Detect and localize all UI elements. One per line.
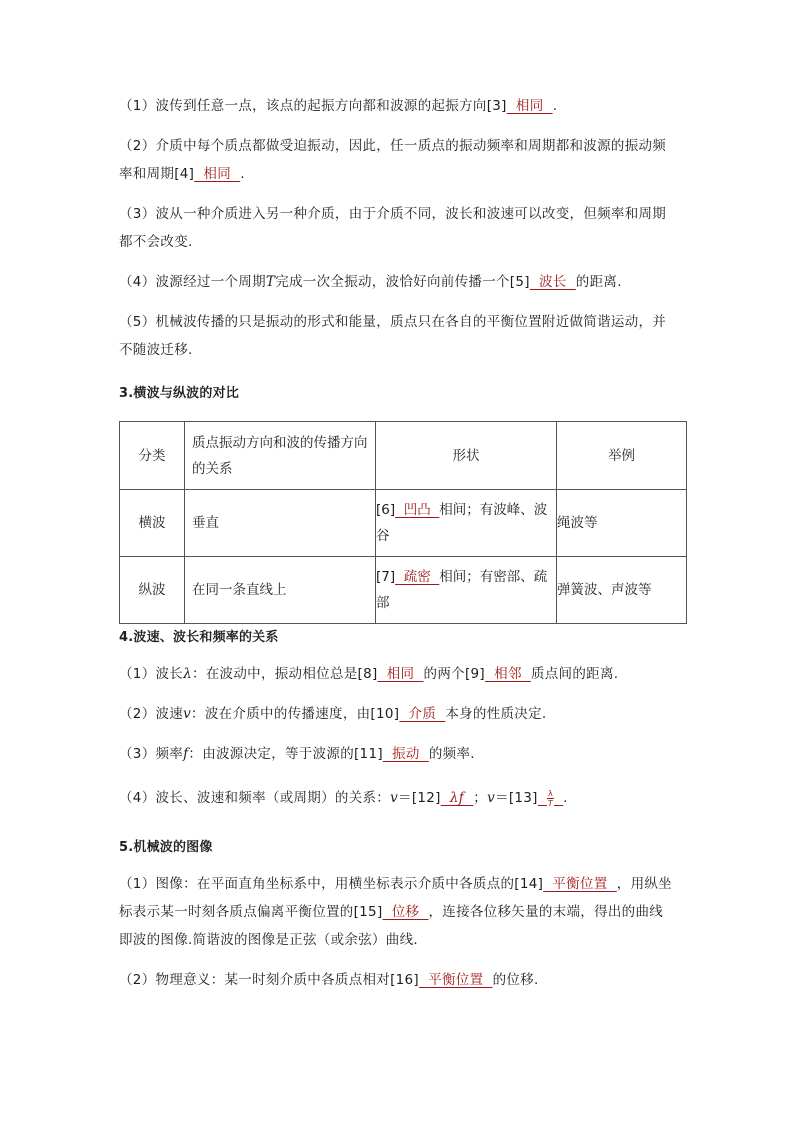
- paragraph-forced-vibration: [119, 132, 675, 188]
- example-cell: 弹簧波、声波等: [557, 557, 687, 624]
- text: （3）波从一种介质进入另一种介质，由于介质不同，波长和波速可以改变，但频率和周期都不会改变.: [119, 206, 667, 250]
- answer-blank-16: 平衡位置: [419, 972, 493, 988]
- text: ：在波动中，振动相位总是[8]: [191, 666, 378, 682]
- answer-blank-15: 位移: [382, 904, 429, 920]
- text: .: [240, 166, 245, 182]
- text: ＝[13]: [495, 790, 538, 806]
- paragraph-wave-start-direction: [119, 92, 675, 120]
- text: [6]: [376, 502, 396, 518]
- text: ：由波源决定，等于波源的[11]: [188, 746, 383, 762]
- variable-v: v: [487, 790, 496, 806]
- shape-cell: [376, 557, 557, 624]
- table-row: [120, 557, 687, 624]
- text: 的两个[9]: [423, 666, 485, 682]
- paragraph-wavelength: [119, 660, 675, 688]
- text: 完成一次全振动，波恰好向前传播一个[5]: [275, 274, 530, 290]
- header-cell: 举例: [557, 422, 687, 490]
- answer-blank-7: 疏密: [395, 569, 440, 585]
- text: （4）波源经过一个周期: [119, 274, 266, 290]
- text: （1）波传到任意一点，该点的起振方向都和波源的起振方向[3]: [119, 98, 507, 114]
- header-cell: 分类: [120, 422, 185, 490]
- table-header-row: [120, 422, 687, 490]
- text: （1）图像：在平面直角坐标系中，用横坐标表示介质中各质点的[14]: [119, 876, 544, 892]
- answer-blank-14: 平衡位置: [543, 876, 617, 892]
- answer-blank-11: 振动: [382, 746, 429, 762]
- answer-blank-9: 相邻: [484, 666, 531, 682]
- relation-cell: 垂直: [185, 490, 376, 557]
- answer-blank-3: 相同: [506, 98, 553, 114]
- answer-blank-10: 介质: [399, 706, 446, 722]
- type-cell: 横波: [120, 490, 185, 557]
- shape-cell: [376, 490, 557, 557]
- text: （2）波速: [119, 706, 184, 722]
- paragraph-wave-speed: [119, 700, 675, 728]
- variable-T: T: [265, 274, 276, 290]
- paragraph-physical-meaning: [119, 966, 675, 994]
- text: ＝[12]: [398, 790, 441, 806]
- text: 质点间的距离.: [530, 666, 619, 682]
- paragraph-frequency: [119, 740, 675, 768]
- type-cell: 纵波: [120, 557, 185, 624]
- paragraph-energy-transfer: [119, 308, 675, 364]
- answer-blank-13: [538, 784, 563, 812]
- section-heading-3: 3.横波与纵波的对比: [119, 386, 239, 401]
- answer-blank-8: 相同: [377, 666, 424, 682]
- text: .: [552, 98, 558, 114]
- text: [7]: [376, 569, 396, 585]
- comparison-table: [119, 421, 687, 624]
- variable-v: v: [390, 790, 399, 806]
- answer-blank-12: λf: [440, 790, 474, 806]
- text: （2）介质中每个质点都做受迫振动，因此，任一质点的振动频率和周期都和波源的振动频率和周期[4]: [119, 138, 667, 182]
- answer-blank-5: 波长: [529, 274, 576, 290]
- paragraph-wave-graph: [119, 870, 675, 954]
- header-cell: 质点振动方向和波的传播方向的关系: [185, 422, 376, 490]
- text: 本身的性质决定.: [445, 706, 547, 722]
- text: （1）波长: [119, 666, 184, 682]
- text: ，用纵坐标表示某一时刻各质点偏离平衡位置的[15]: [119, 876, 672, 920]
- text: .: [563, 790, 568, 806]
- text: 相间；有密部、疏部: [376, 569, 548, 611]
- fraction-denominator: T: [547, 798, 554, 808]
- section-heading-4: 4.波速、波长和频率的关系: [119, 630, 279, 645]
- example-cell: 绳波等: [557, 490, 687, 557]
- text: ，连接各位移矢量的末端，得出的曲线即波的图像.简谐波的图像是正弦（或余弦）曲线.: [119, 904, 664, 948]
- text: （4）波长、波速和频率（或周期）的关系：: [119, 790, 391, 806]
- fraction-numerator: λ: [547, 788, 553, 798]
- text: （3）频率: [119, 746, 184, 762]
- text: （5）机械波传播的只是振动的形式和能量，质点只在各自的平衡位置附近做简谐运动，并不随波迁移.: [119, 314, 667, 358]
- text: ；: [473, 790, 488, 806]
- text: （2）物理意义：某一时刻介质中各质点相对[16]: [119, 972, 420, 988]
- answer-blank-4: 相同: [194, 166, 241, 182]
- variable-lambda: λ: [183, 666, 192, 682]
- text: 的位移.: [492, 972, 539, 988]
- table-row: [120, 490, 687, 557]
- text: ：波在介质中的传播速度，由[10]: [191, 706, 400, 722]
- paragraph-relationship: [119, 784, 675, 812]
- relation-cell: 在同一条直线上: [185, 557, 376, 624]
- header-cell: 形状: [376, 422, 557, 490]
- answer-blank-6: 凹凸: [395, 502, 440, 518]
- text: 的频率.: [428, 746, 475, 762]
- section-heading-5: 5.机械波的图像: [119, 840, 213, 855]
- text: 相间；有波峰、波谷: [376, 502, 548, 544]
- variable-v: v: [183, 706, 192, 722]
- paragraph-period-wavelength: [119, 268, 675, 296]
- fraction-lambda-over-T: [547, 789, 554, 808]
- paragraph-medium-change: [119, 200, 675, 256]
- variable-f: f: [183, 746, 189, 762]
- text: 的距离.: [575, 274, 622, 290]
